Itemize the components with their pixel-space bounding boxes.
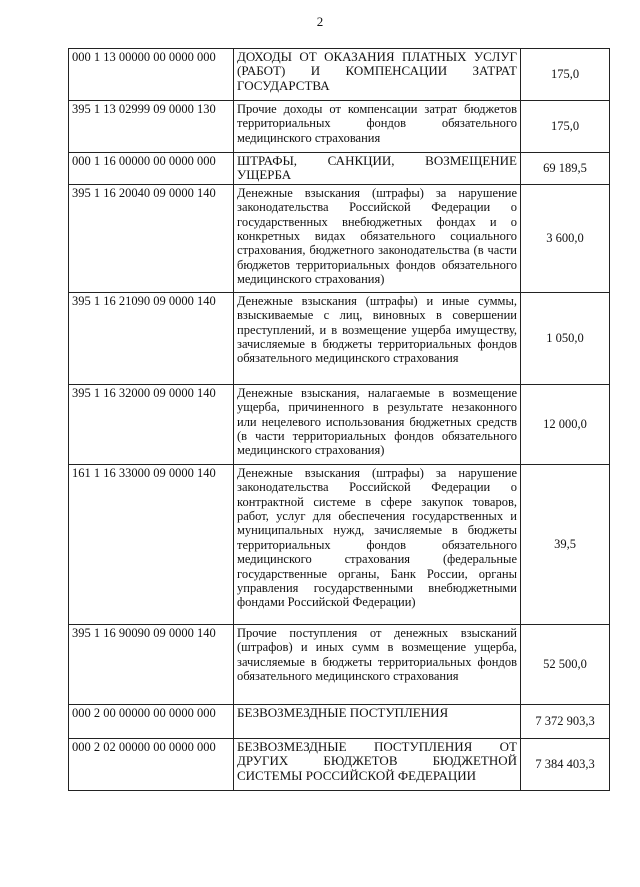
table-row xyxy=(69,101,610,153)
budget-code-cell: 000 2 02 00000 00 0000 000 xyxy=(69,738,234,790)
table-row xyxy=(69,184,610,292)
budget-code-cell: 395 1 16 32000 09 0000 140 xyxy=(69,384,234,464)
table-row xyxy=(69,624,610,704)
amount-cell: 1 050,0 xyxy=(521,292,610,384)
revenue-table-body xyxy=(69,49,610,791)
amount-cell: 52 500,0 xyxy=(521,624,610,704)
description-cell: ШТРАФЫ, САНКЦИИ, ВОЗМЕЩЕНИЕ УЩЕРБА xyxy=(234,153,521,185)
amount-cell: 175,0 xyxy=(521,49,610,101)
description-cell: Денежные взыскания (штрафы) и иные суммы, взыскиваемые с лиц, виновных в совершении преступлений, и в возмещение ущерба имуществу, зачисляемые в бюджеты территориальных фондов обязательного медицинского страхования xyxy=(234,292,521,384)
amount-cell: 69 189,5 xyxy=(521,153,610,185)
revenue-table xyxy=(68,48,610,791)
budget-code-cell: 395 1 13 02999 09 0000 130 xyxy=(69,101,234,153)
description-cell: Денежные взыскания (штрафы) за нарушение законодательства Российской Федерации о государственных внебюджетных фондах и о конкретных видах обязательного социального страхования, бюджетного законодательства (в части бюджетов территориальных фондов обязательного медицинского страхования) xyxy=(234,184,521,292)
description-cell: Прочие поступления от денежных взысканий (штрафов) и иных сумм в возмещение ущерба, зачисляемые в бюджеты территориальных фондов обязательного медицинского страхования xyxy=(234,624,521,704)
table-row xyxy=(69,464,610,624)
budget-code-cell: 395 1 16 90090 09 0000 140 xyxy=(69,624,234,704)
description-cell: Денежные взыскания (штрафы) за нарушение законодательства Российской Федерации о контрактной системе в сфере закупок товаров, работ, услуг для обеспечения государственных и муниципальных нужд, зачисляемые в бюджеты территориальных фондов обязательного медицинского страхования (федеральные государственные органы, Банк России, органы управления государственными внебюджетными фондами Российской Федерации) xyxy=(234,464,521,624)
description-cell: ДОХОДЫ ОТ ОКАЗАНИЯ ПЛАТНЫХ УСЛУГ (РАБОТ) И КОМПЕНСАЦИИ ЗАТРАТ ГОСУДАРСТВА xyxy=(234,49,521,101)
budget-code-cell: 395 1 16 20040 09 0000 140 xyxy=(69,184,234,292)
amount-cell: 7 372 903,3 xyxy=(521,704,610,738)
table-row xyxy=(69,292,610,384)
amount-cell: 175,0 xyxy=(521,101,610,153)
table-row xyxy=(69,49,610,101)
budget-code-cell: 000 2 00 00000 00 0000 000 xyxy=(69,704,234,738)
description-cell: Денежные взыскания, налагаемые в возмещение ущерба, причиненного в результате незаконного или нецелевого использования бюджетных средств (в части территориальных фондов обязательного медицинского страхования) xyxy=(234,384,521,464)
budget-code-cell: 000 1 16 00000 00 0000 000 xyxy=(69,153,234,185)
table-row xyxy=(69,704,610,738)
description-cell: Прочие доходы от компенсации затрат бюджетов территориальных фондов обязательного медицинского страхования xyxy=(234,101,521,153)
table-row xyxy=(69,384,610,464)
table-row xyxy=(69,738,610,790)
table-row xyxy=(69,153,610,185)
budget-code-cell: 161 1 16 33000 09 0000 140 xyxy=(69,464,234,624)
amount-cell: 12 000,0 xyxy=(521,384,610,464)
description-cell: БЕЗВОЗМЕЗДНЫЕ ПОСТУПЛЕНИЯ xyxy=(234,704,521,738)
budget-code-cell: 000 1 13 00000 00 0000 000 xyxy=(69,49,234,101)
amount-cell: 7 384 403,3 xyxy=(521,738,610,790)
description-cell: БЕЗВОЗМЕЗДНЫЕ ПОСТУПЛЕНИЯ ОТ ДРУГИХ БЮДЖЕТОВ БЮДЖЕТНОЙ СИСТЕМЫ РОССИЙСКОЙ ФЕДЕРАЦИИ xyxy=(234,738,521,790)
budget-code-cell: 395 1 16 21090 09 0000 140 xyxy=(69,292,234,384)
amount-cell: 3 600,0 xyxy=(521,184,610,292)
amount-cell: 39,5 xyxy=(521,464,610,624)
page-number: 2 xyxy=(316,14,324,29)
